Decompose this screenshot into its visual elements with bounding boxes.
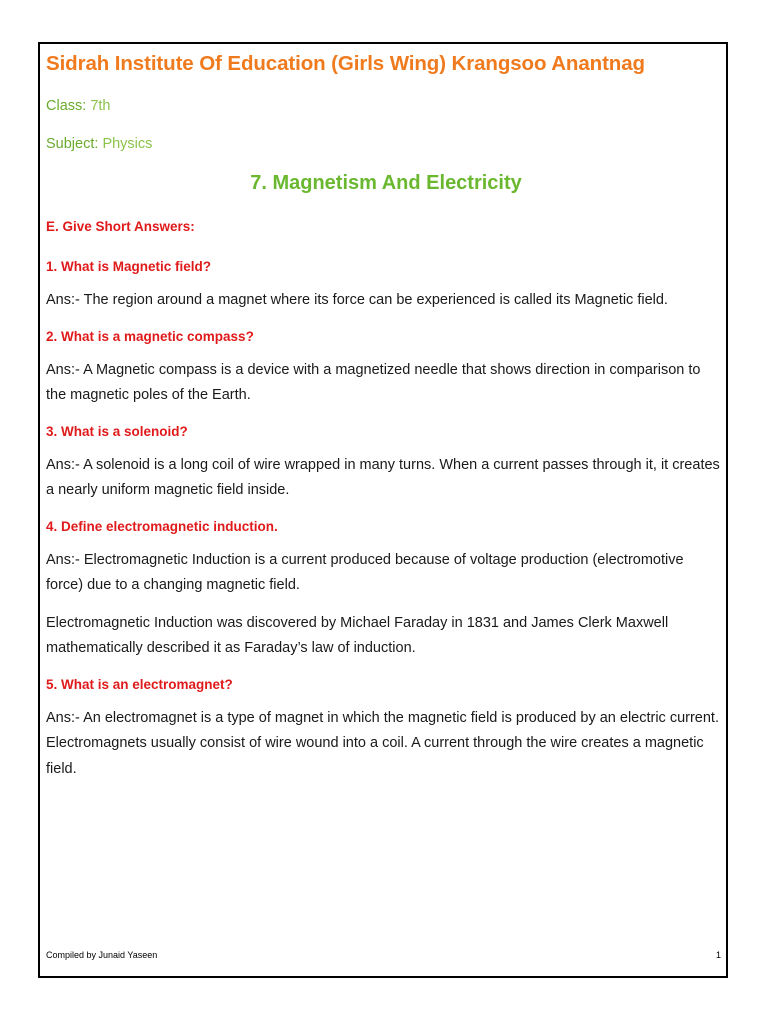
- class-value: 7th: [90, 98, 111, 114]
- answer-1: Ans:- The region around a magnet where its force can be experienced is called its Magnetic field.: [46, 292, 668, 308]
- footer-compiled-by: Compiled by Junaid Yaseen: [46, 950, 158, 960]
- section-title: E. Give Short Answers:: [46, 219, 195, 234]
- answer-4-extra: Electromagnetic Induction was discovered by Michael Faraday in 1831 and James Clerk Maxwell mathematically described it as Faraday’s law of induction.: [46, 614, 669, 656]
- subject-line: [46, 134, 726, 154]
- answer-3: Ans:- A solenoid is a long coil of wire wrapped in many turns. When a current passes through it, it creates a nearly uniform magnetic field inside.: [46, 456, 720, 498]
- class-line: [46, 96, 726, 116]
- subject-value: Physics: [102, 136, 153, 152]
- institute-title: Sidrah Institute Of Education (Girls Wing) Krangsoo Anantnag: [46, 52, 645, 75]
- footer-page-number: 1: [716, 950, 722, 960]
- chapter-title: 7. Magnetism And Electricity: [250, 172, 522, 194]
- subject-label: Subject:: [46, 136, 99, 152]
- document-content: [46, 50, 726, 782]
- question-3: 3. What is a solenoid?: [46, 423, 188, 439]
- question-4: 4. Define electromagnetic induction.: [46, 518, 278, 534]
- answer-2: Ans:- A Magnetic compass is a device with a magnetized needle that shows direction in comparison to the magnetic poles of the Earth.: [46, 361, 701, 403]
- class-label: Class:: [46, 98, 87, 114]
- question-5: 5. What is an electromagnet?: [46, 676, 233, 692]
- answer-5: Ans:- An electromagnet is a type of magnet in which the magnetic field is produced by an electric current. Electromagnets usually consist of wire wound into a coil. A current through the wire creates a magnetic field.: [46, 709, 719, 777]
- question-1: 1. What is Magnetic field?: [46, 259, 212, 274]
- question-2: 2. What is a magnetic compass?: [46, 328, 254, 344]
- answer-4: Ans:- Electromagnetic Induction is a current produced because of voltage production (electromotive force) due to a changing magnetic field.: [46, 551, 684, 593]
